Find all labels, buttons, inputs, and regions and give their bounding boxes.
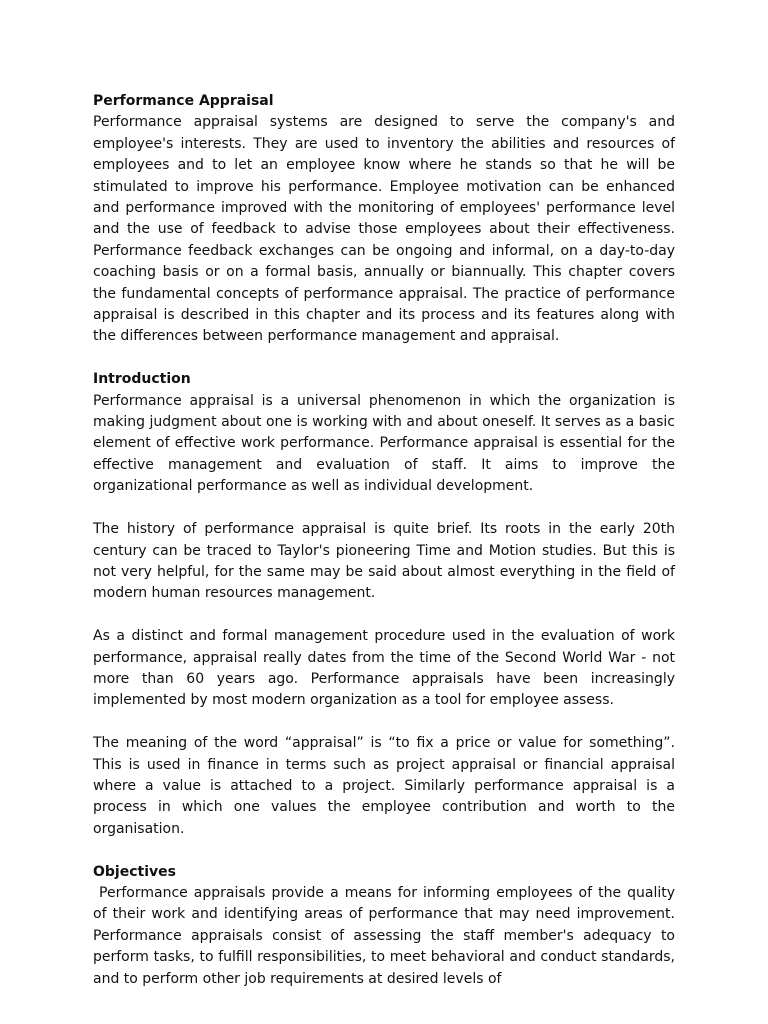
section-heading: Introduction xyxy=(93,371,191,388)
document-page xyxy=(93,91,680,1011)
paragraph: Performance appraisal is a universal phenomenon in which the organization is making judgment about one is working with and about oneself. It serves as a basic element of effective work performance. Performance appraisal is essential for the effective management and evaluation of staff. It aims to improve the organizational performance as well as individual development. xyxy=(93,392,675,495)
section-objectives xyxy=(93,862,680,990)
section-heading: Objectives xyxy=(93,863,176,880)
paragraph: The history of performance appraisal is quite brief. Its roots in the early 20th century can be traced to Taylor's pioneering Time and Motion studies. But this is not very helpful, for the same may be said about almost everything in the field of modern human resources management. xyxy=(93,521,675,602)
paragraph: The meaning of the word “appraisal” is “to fix a price or value for something”. This is used in finance in terms such as project appraisal or financial appraisal where a value is attached to a project. Similarly performance appraisal is a process in which one values the employee contribution and worth to the organisation. xyxy=(93,735,675,837)
section-introduction xyxy=(93,369,675,840)
section-heading: Performance Appraisal xyxy=(93,93,274,109)
paragraph: As a distinct and formal management procedure used in the evaluation of work performance, appraisal really dates from the time of the Second World War - not more than 60 years ago. Performance appraisals have been increasingly implemented by most modern organization as a tool for employee assess. xyxy=(93,628,675,709)
section-performance-appraisal xyxy=(93,91,675,348)
paragraph: Performance appraisals provide a means for informing employees of the quality of their work and identifying areas of performance that may need improvement. Performance appraisals consist of assessing the staff member's adequacy to perform tasks, to fulfill responsibilities, to meet behavioral and conduct standards, and to perform other job requirements at desired levels of xyxy=(93,884,680,987)
paragraph: Performance appraisal systems are designed to serve the company's and employee's interests. They are used to inventory the abilities and resources of employees and to let an employee know where he stands so that he will be stimulated to improve his performance. Employee motivation can be enhanced and performance improved with the monitoring of employees' performance level and the use of feedback to advise those employees about their effectiveness. Performance feedback exchanges can be ongoing and informal, on a day-to-day coaching basis or on a formal basis, annually or biannually. This chapter covers the fundamental concepts of performance appraisal. The practice of performance appraisal is described in this chapter and its process and its features along with the differences between performance management and appraisal. xyxy=(93,114,675,345)
